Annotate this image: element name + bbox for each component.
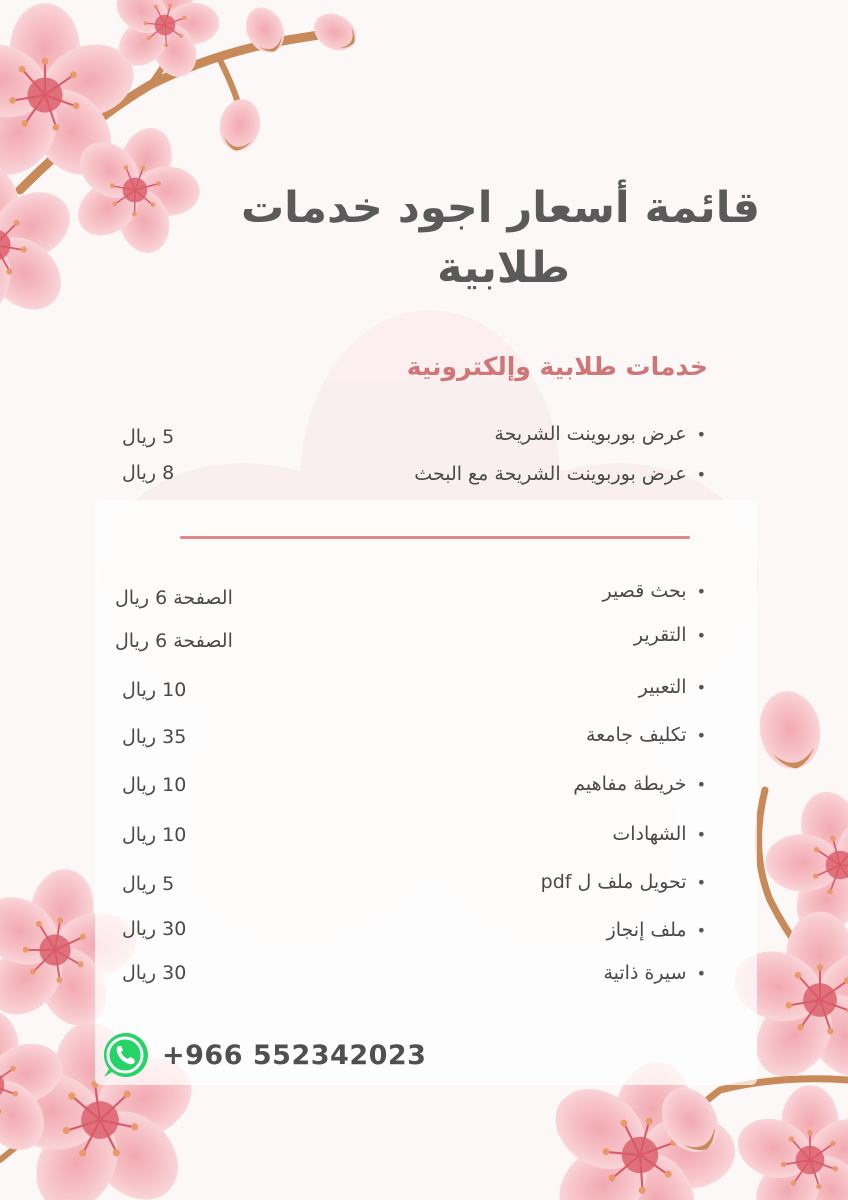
service-price: 10 ريال	[122, 774, 187, 796]
service-price: 8 ريال	[122, 462, 175, 484]
service-price: 10 ريال	[122, 679, 187, 701]
section-title: خدمات طلابية وإلكترونية	[406, 352, 708, 381]
service-name: • تكليف جامعة	[586, 724, 706, 746]
service-price: 10 ريال	[122, 824, 187, 846]
service-price: الصفحة 6 ريال	[115, 630, 233, 652]
service-price: 5 ريال	[122, 426, 175, 448]
title-line-1: قائمة أسعار اجود خدمات	[240, 183, 760, 233]
service-name: • عرض بوربوينت الشريحة	[494, 423, 706, 445]
service-price: 35 ريال	[122, 726, 187, 748]
service-name: • ملف إنجاز	[607, 919, 706, 941]
title-line-2: طلابية	[437, 243, 570, 293]
service-name: • بحث قصير	[603, 580, 706, 602]
service-name: • التقرير	[634, 624, 706, 646]
service-price: الصفحة 6 ريال	[115, 587, 233, 609]
contact-row	[100, 1030, 426, 1080]
service-name: • تحويل ملف ل pdf	[541, 871, 706, 893]
service-name: • التعبير	[639, 676, 706, 698]
service-price: 5 ريال	[122, 873, 175, 895]
service-price: 30 ريال	[122, 918, 187, 940]
service-name: • خريطة مفاهيم	[573, 773, 706, 795]
service-name: • عرض بوربوينت الشريحة مع البحث	[414, 463, 706, 485]
page-title	[160, 178, 760, 298]
service-price: 30 ريال	[122, 962, 187, 984]
service-name: • سيرة ذاتية	[603, 962, 706, 984]
service-name: • الشهادات	[612, 823, 706, 845]
divider	[180, 536, 690, 539]
whatsapp-icon[interactable]	[100, 1030, 150, 1080]
phone-number[interactable]: +966 552342023	[162, 1039, 427, 1071]
